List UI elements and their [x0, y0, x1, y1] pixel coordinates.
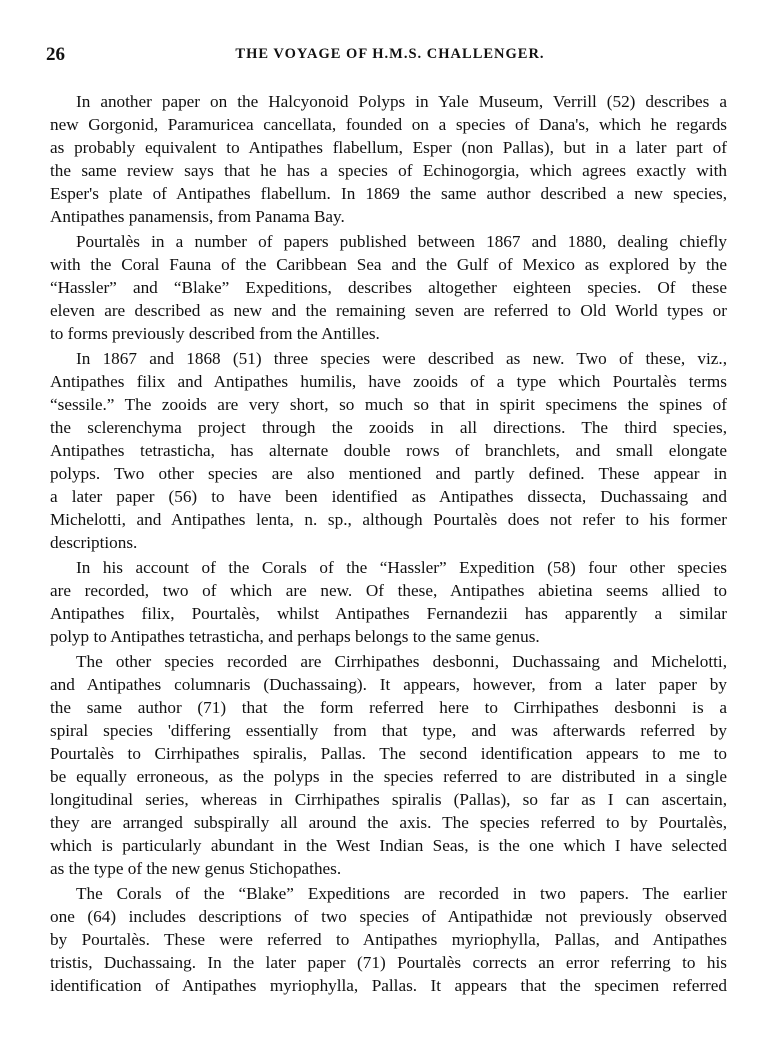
text-line: the sclerenchyma project through the zooids in all directions. The third species,	[50, 418, 727, 437]
text-line: descriptions.	[50, 533, 138, 552]
text-line: by Pourtalès. These were referred to Antipathes myriophylla, Pallas, and Antipathes	[50, 930, 727, 949]
text-line: eleven are described as new and the remaining seven are referred to Old World types or	[50, 301, 727, 320]
paragraph	[50, 90, 727, 228]
text-line: spiral species 'differing essentially from that type, and was afterwards referred by	[50, 721, 727, 740]
text-line: the same author (71) that the form referred here to Cirrhipathes desbonni is a	[50, 698, 727, 717]
paragraph	[50, 556, 727, 648]
text-line: Antipathes filix and Antipathes humilis, have zooids of a type which Pourtalès terms	[50, 372, 727, 391]
text-line: and Antipathes columnaris (Duchassaing). It appears, however, from a later paper by	[50, 675, 727, 694]
text-line: Pourtalès in a number of papers published between 1867 and 1880, dealing chiefly	[76, 232, 727, 251]
text-line: are recorded, two of which are new. Of these, Antipathes abietina seems allied to	[50, 581, 727, 600]
text-line: as the type of the new genus Stichopathes.	[50, 859, 342, 878]
text-line: longitudinal series, whereas in Cirrhipathes spiralis (Pallas), so far as I can ascertain,	[50, 790, 727, 809]
text-line: In another paper on the Halcyonoid Polyps in Yale Museum, Verrill (52) describes a	[76, 92, 727, 111]
text-line: the same review says that he has a species of Echinogorgia, which agrees exactly with	[50, 161, 727, 180]
text-line: In his account of the Corals of the “Hassler” Expedition (58) four other species	[76, 558, 727, 577]
text-line: which is particularly abundant in the West Indian Seas, is the one which I have selected	[50, 836, 727, 855]
text-line: “sessile.” The zooids are very short, so much so that in spirit specimens the spines of	[50, 395, 727, 414]
page-number: 26	[46, 44, 65, 65]
paragraph	[50, 230, 727, 345]
text-line: one (64) includes descriptions of two species of Antipathidæ not previously observed	[50, 907, 727, 926]
text-line: Antipathes panamensis, from Panama Bay.	[50, 207, 345, 226]
text-line: polyp to Antipathes tetrasticha, and perhaps belongs to the same genus.	[50, 627, 540, 646]
text-line: be equally erroneous, as the polyps in the species referred to are distributed in a single	[50, 767, 727, 786]
body-text	[50, 90, 727, 999]
paragraph	[50, 650, 727, 880]
text-line: they are arranged subspirally all around the axis. The species referred to by Pourtalès,	[50, 813, 727, 832]
text-line: tristis, Duchassaing. In the later paper (71) Pourtalès corrects an error referring to his	[50, 953, 727, 972]
text-line: Antipathes tetrasticha, has alternate double rows of branchlets, and small elongate	[50, 441, 727, 460]
text-line: “Hassler” and “Blake” Expeditions, describes altogether eighteen species. Of these	[50, 278, 727, 297]
text-line: identification of Antipathes myriophylla, Pallas. It appears that the specimen referred	[50, 976, 727, 995]
text-line: as probably equivalent to Antipathes flabellum, Esper (non Pallas), but in a later part of	[50, 138, 727, 157]
text-line: Michelotti, and Antipathes lenta, n. sp., although Pourtalès does not refer to his former	[50, 510, 727, 529]
paragraph	[50, 347, 727, 554]
text-line: Antipathes filix, Pourtalès, whilst Antipathes Fernandezii has apparently a similar	[50, 604, 727, 623]
running-title: THE VOYAGE OF H.M.S. CHALLENGER.	[235, 46, 545, 62]
text-line: The Corals of the “Blake” Expeditions are recorded in two papers. The earlier	[76, 884, 727, 903]
text-line: Pourtalès to Cirrhipathes spiralis, Pallas. The second identification appears to me to	[50, 744, 727, 763]
text-line: In 1867 and 1868 (51) three species were described as new. Two of these, viz.,	[76, 349, 727, 368]
text-line: polyps. Two other species are also mentioned and partly defined. These appear in	[50, 464, 727, 483]
paragraph	[50, 882, 727, 997]
text-line: with the Coral Fauna of the Caribbean Sea and the Gulf of Mexico as explored by the	[50, 255, 727, 274]
text-line: to forms previously described from the Antilles.	[50, 324, 380, 343]
text-line: new Gorgonid, Paramuricea cancellata, founded on a species of Dana's, which he regards	[50, 115, 727, 134]
text-line: The other species recorded are Cirrhipathes desbonni, Duchassaing and Michelotti,	[76, 652, 727, 671]
text-line: Esper's plate of Antipathes flabellum. In 1869 the same author described a new species,	[50, 184, 727, 203]
page-header	[46, 44, 734, 70]
text-line: a later paper (56) to have been identified as Antipathes dissecta, Duchassaing and	[50, 487, 727, 506]
